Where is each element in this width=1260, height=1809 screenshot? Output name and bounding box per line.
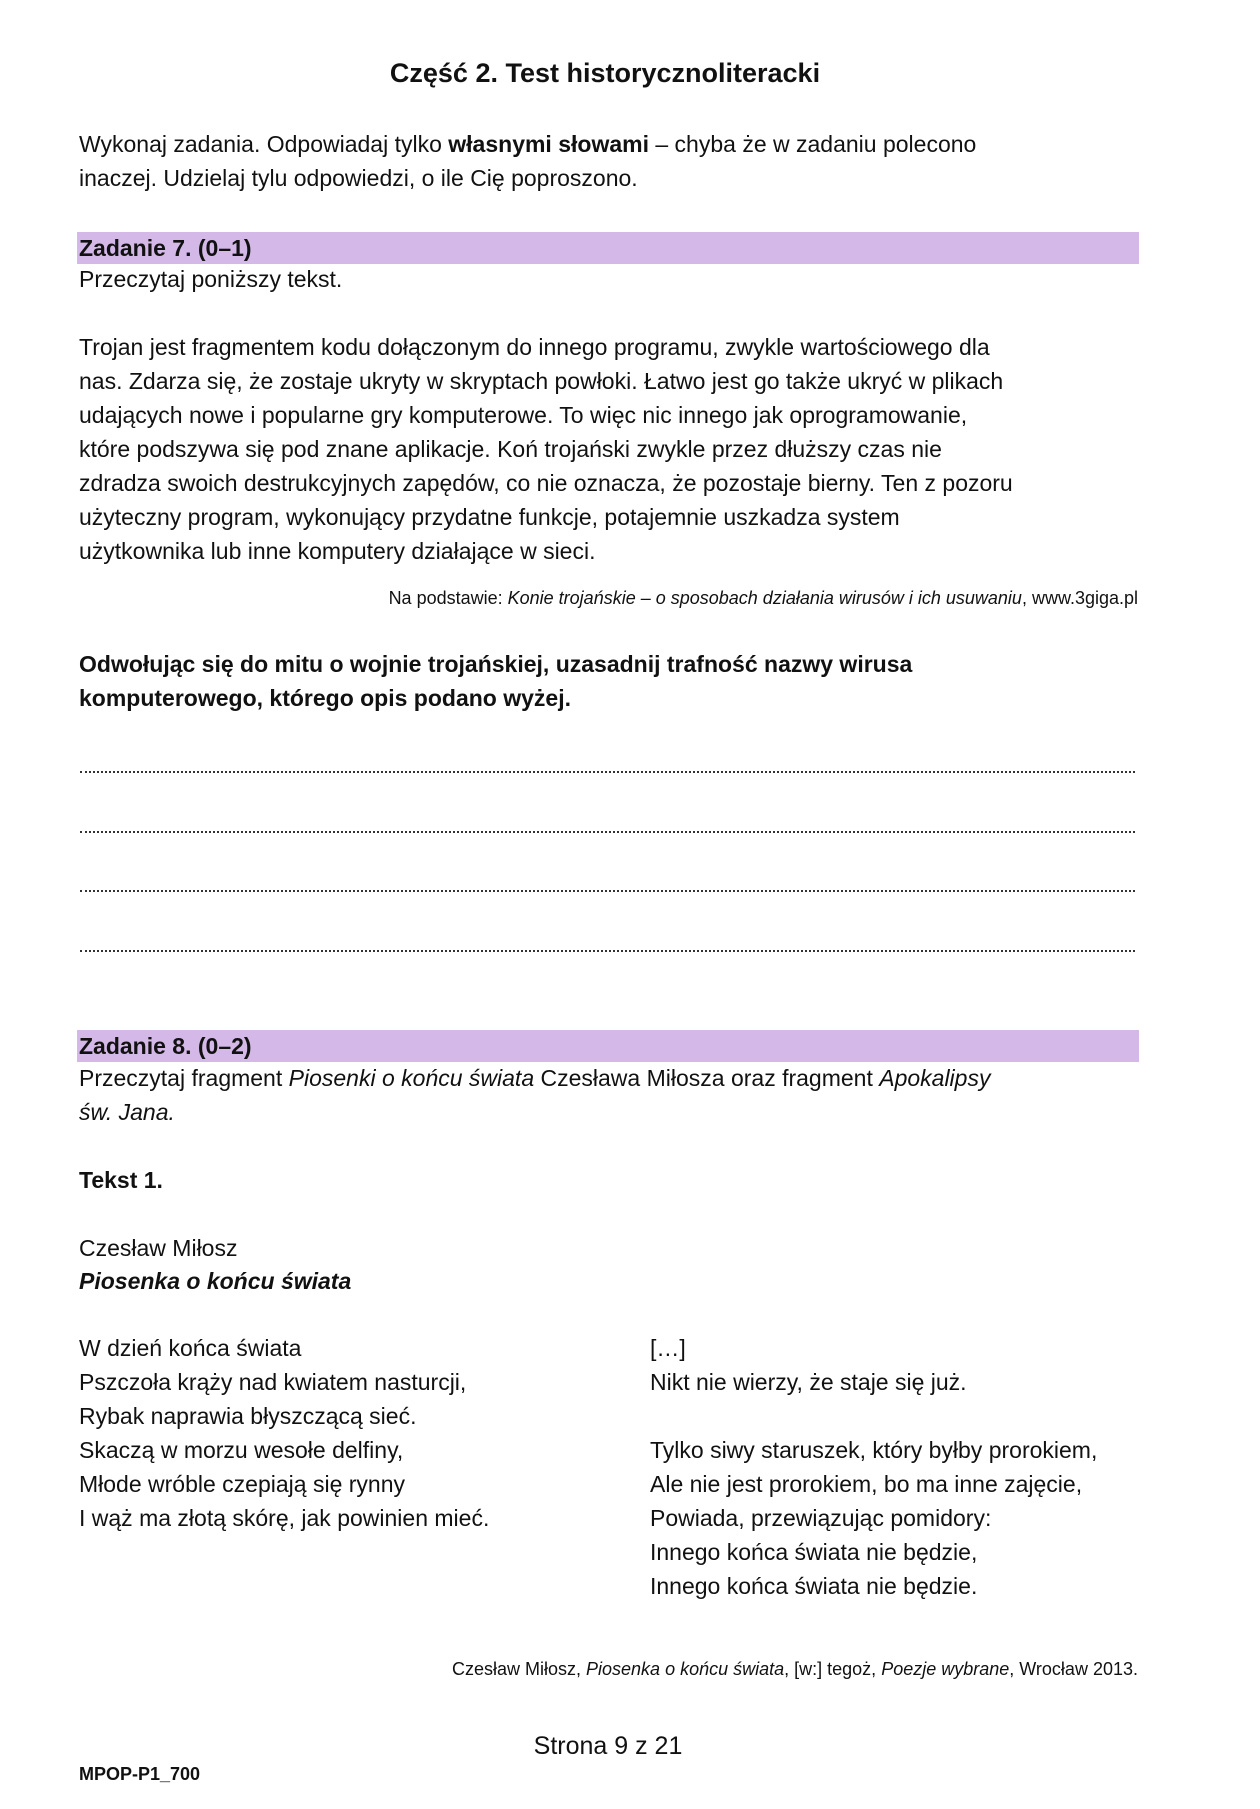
- paragraph-line: użytkownika lub inne komputery działające w sieci.: [79, 538, 596, 564]
- answer-line[interactable]: [80, 890, 1135, 892]
- instr-text: Przeczytaj fragment: [79, 1065, 289, 1091]
- source-text: , www.3giga.pl: [1021, 588, 1138, 608]
- page-title: Część 2. Test historycznoliteracki: [389, 58, 821, 88]
- intro-bold: własnymi słowami: [448, 131, 649, 157]
- source-text: Na podstawie:: [388, 588, 508, 608]
- citation-text: Czesław Miłosz,: [451, 1659, 587, 1679]
- poem-citation: [452, 1659, 1138, 1680]
- citation-text: , Wrocław 2013.: [1009, 1659, 1138, 1679]
- source-title: Konie trojańskie – o sposobach działania wirusów i ich usuwaniu: [507, 588, 1022, 608]
- poem-line: I wąż ma złotą skórę, jak powinien mieć.: [79, 1505, 490, 1531]
- exam-code: MPOP-P1_700: [79, 1764, 201, 1784]
- answer-line[interactable]: [80, 771, 1135, 773]
- paragraph-line: udających nowe i popularne gry komputerowe. To więc nic innego jak oprogramowanie,: [79, 402, 968, 428]
- intro-line: inaczej. Udzielaj tylu odpowiedzi, o ile Cię poproszono.: [79, 165, 638, 191]
- poem-line: W dzień końca świata: [79, 1335, 302, 1361]
- poem-line: Tylko siwy staruszek, który byłby prorokiem,: [650, 1437, 1098, 1463]
- question-line: komputerowego, którego opis podano wyżej.: [79, 685, 571, 711]
- poem-line: […]: [650, 1335, 686, 1361]
- poem-line: Powiada, przewiązując pomidory:: [650, 1505, 992, 1531]
- poem-line: Młode wróble czepiają się rynny: [79, 1471, 405, 1497]
- poem-right-column: [650, 1331, 1097, 1603]
- answer-line[interactable]: [80, 950, 1135, 952]
- paragraph-line: które podszywa się pod znane aplikacje. Koń trojański zwykle przez dłuższy czas nie: [79, 436, 942, 462]
- intro: [79, 127, 976, 195]
- paragraph-line: zdradza swoich destrukcyjnych zapędów, co nie oznacza, że pozostaje bierny. Ten z pozoru: [79, 470, 1013, 496]
- task8-header: [77, 1030, 1139, 1062]
- instr-text: Czesława Miłosza oraz fragment: [534, 1065, 880, 1091]
- poem-line: Ale nie jest prorokiem, bo ma inne zajęcie,: [650, 1471, 1083, 1497]
- paragraph-line: nas. Zdarza się, że zostaje ukryty w skryptach powłoki. Łatwo jest go także ukryć w plikach: [79, 368, 1004, 394]
- question-line: Odwołując się do mitu o wojnie trojańskiej, uzasadnij trafność nazwy wirusa: [79, 651, 913, 677]
- poem-line: Innego końca świata nie będzie,: [650, 1539, 978, 1565]
- paragraph-line: Trojan jest fragmentem kodu dołączonym do innego programu, zwykle wartościowego dla: [79, 334, 990, 360]
- poem-line: Innego końca świata nie będzie.: [650, 1573, 978, 1599]
- poem-line: Rybak naprawia błyszczącą sieć.: [79, 1403, 417, 1429]
- answer-line[interactable]: [80, 831, 1135, 833]
- task7-header-text: Zadanie 7. (0–1): [79, 235, 252, 261]
- poem-author: Czesław Miłosz: [79, 1235, 238, 1261]
- task7-source: [389, 588, 1138, 609]
- citation-title: Piosenka o końcu świata: [586, 1659, 785, 1679]
- instr-title: Apokalipsy: [879, 1065, 991, 1091]
- instr-title: św. Jana: [79, 1099, 169, 1125]
- stanza-break: [650, 1399, 1097, 1433]
- intro-text: Wykonaj zadania. Odpowiadaj tylko: [79, 131, 449, 157]
- poem-title: Piosenka o końcu świata: [79, 1268, 352, 1294]
- instr-text: .: [168, 1099, 175, 1125]
- page-number: Strona 9 z 21: [533, 1732, 683, 1760]
- task7-header: [77, 232, 1139, 264]
- task8-header-text: Zadanie 8. (0–2): [79, 1033, 252, 1059]
- task7-question: [79, 647, 912, 715]
- task7-paragraph: [79, 330, 1013, 568]
- poem-left-column: [79, 1331, 489, 1535]
- poem-line: Skaczą w morzu wesołe delfiny,: [79, 1437, 404, 1463]
- citation-title: Poezje wybrane: [881, 1659, 1010, 1679]
- paragraph-line: użyteczny program, wykonujący przydatne funkcje, potajemnie uszkadza system: [79, 504, 900, 530]
- poem-line: Pszczoła krąży nad kwiatem nasturcji,: [79, 1369, 467, 1395]
- citation-text: , [w:] tegoż,: [784, 1659, 882, 1679]
- intro-text: – chyba że w zadaniu polecono: [648, 131, 977, 157]
- task8-instruction: [79, 1061, 1139, 1129]
- task7-instruction: Przeczytaj poniższy tekst.: [79, 266, 343, 292]
- instr-title: Piosenki o końcu świata: [288, 1065, 535, 1091]
- text-label: Tekst 1.: [79, 1167, 163, 1193]
- poem-line: Nikt nie wierzy, że staje się już.: [650, 1369, 967, 1395]
